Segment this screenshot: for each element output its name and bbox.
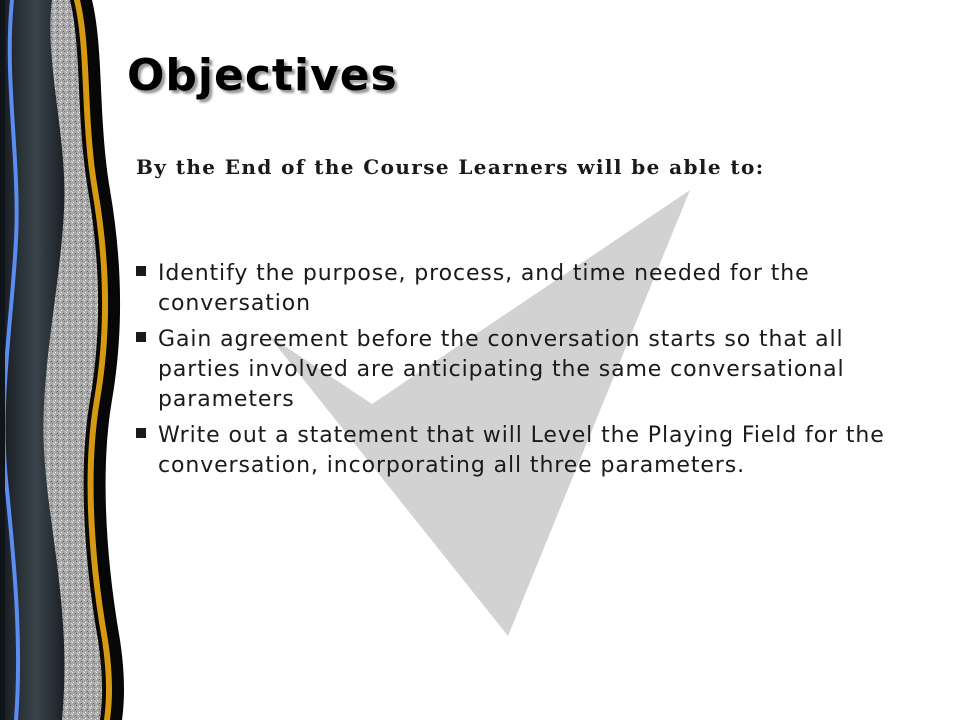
square-bullet-icon <box>136 428 146 438</box>
objectives-list <box>136 259 926 487</box>
objective-item <box>136 421 926 481</box>
left-edge <box>0 0 5 720</box>
objective-text: Identify the purpose, process, and time needed for the conversation <box>158 261 810 316</box>
objective-text: Gain agreement before the conversation starts so that all parties involved are anticipating the same conversational parameters <box>158 327 845 412</box>
slide-title: Objectives <box>127 50 398 101</box>
square-bullet-icon <box>136 266 146 276</box>
objective-item <box>136 259 926 319</box>
square-bullet-icon <box>136 332 146 342</box>
objective-text: Write out a statement that will Level the Playing Field for the conversation, incorporating all three parameters. <box>158 423 885 478</box>
objective-item <box>136 325 926 415</box>
slide-subtitle: By the End of the Course Learners will be able to: <box>136 155 765 179</box>
